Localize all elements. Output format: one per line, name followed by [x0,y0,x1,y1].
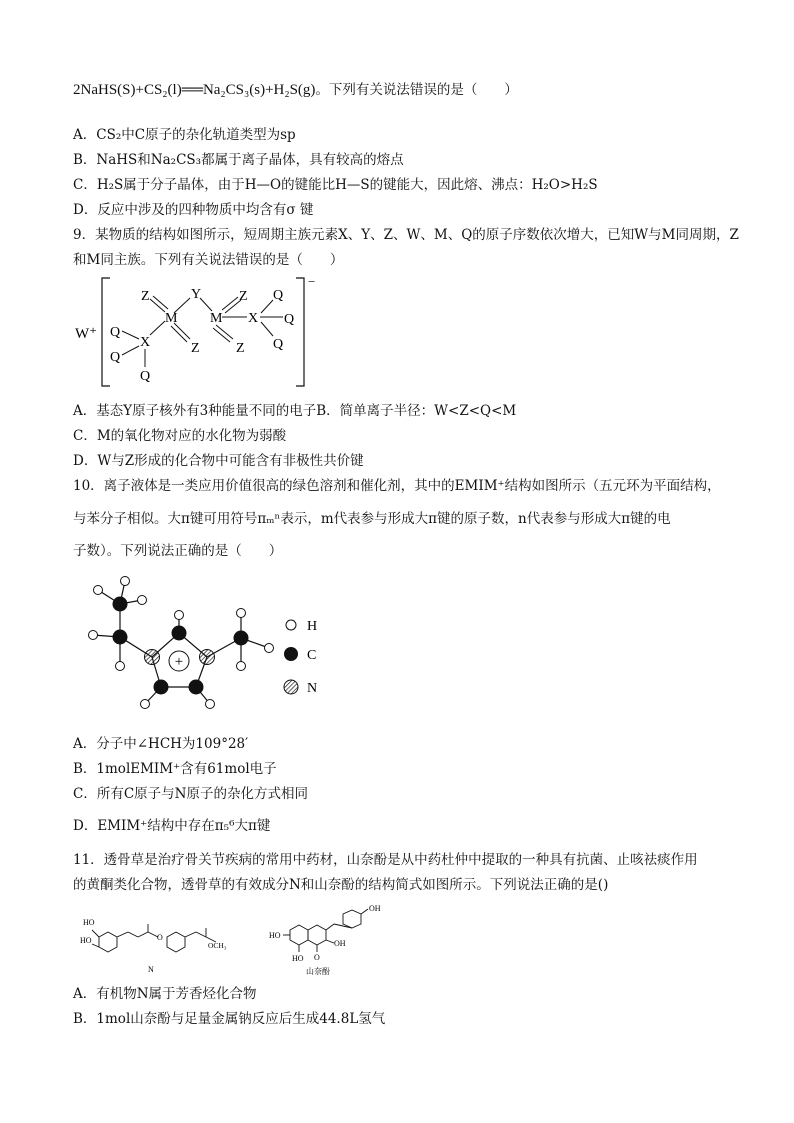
q9-bonds [122,296,283,367]
h-atom [141,700,150,709]
kaempferol-label: 山奈酚 [306,967,330,976]
c-atom [189,680,204,695]
q9-option-d: D．W与Z形成的化合物中可能含有非极性共价键 [73,453,364,469]
legend-c-icon [284,647,298,661]
h-atom [89,631,98,640]
k-oh-label-right: OH [334,939,346,948]
q8-stem-tail: 。下列有关说法错误的是（ ） [315,82,518,98]
q9-stem-line1: 9．某物质的结构如图所示，短周期主族元素X、Y、Z、W、M、Q的原子序数依次增大，已知W与M同周期，Z [73,227,739,243]
atom-x2: X [248,311,259,326]
atom-m1: M [165,311,178,326]
anion-charge: − [308,274,316,289]
k-ho-label-left: HO [269,931,281,940]
atom-z3: Z [191,341,200,356]
cation-label: W⁺ [75,326,98,342]
h-atom [237,662,246,671]
legend-n-label: N [307,681,318,696]
h-atom [265,644,274,653]
q10-stem-line1: 10．离子液体是一类应用价值很高的绿色溶剂和催化剂，其中的EMIM⁺结构如图所示（五元环为平面结构， [73,478,721,494]
atom-q1: Q [273,288,284,303]
h-atom [94,586,103,595]
molecule-n-label: N [148,965,154,974]
kaempferol-figure [268,902,408,982]
legend-h-label: H [307,619,318,634]
atom-q4: Q [273,337,284,352]
atom-q5: Q [110,350,121,365]
h-atom [121,577,130,586]
q8-option-b: B．NaHS和Na₂CS₃都属于离子晶体，具有较高的熔点 [73,152,404,168]
right-bracket [296,278,304,386]
q8-option-a: A．CS₂中C原子的杂化轨道类型为sp [73,127,296,143]
c-atom [113,630,128,645]
atom-z2: Z [239,289,248,304]
q11-option-b: B．1mol山奈酚与足量金属钠反应后生成44.8L氢气 [73,1011,386,1027]
q8-option-c: C．H₂S属于分子晶体，由于H—O的键能比H—S的键能大，因此熔、沸点：H₂O>H₂S [73,177,598,193]
c-atom [154,680,169,695]
k-oh-label-top: OH [369,904,381,913]
n-o-label: O [157,933,163,942]
n-atom [200,650,215,665]
n-ho-label-2: HO [80,936,92,945]
q9-option-c: C．M的氧化物对应的水化物为弱酸 [73,428,287,444]
q10-option-c: C．所有C原子与N原子的杂化方式相同 [73,786,308,802]
atom-q3: Q [110,325,121,340]
q9-structure-figure [70,272,330,394]
q10-option-b: B．1molEMIM⁺含有61mol电子 [73,761,277,777]
emim-legend [284,619,317,696]
q8-option-d: D．反应中涉及的四种物质中均含有σ 键 [73,202,314,218]
h-atom [175,611,184,620]
c-atom [113,597,128,612]
left-bracket [102,278,110,386]
q11-stem-line1: 11．透骨草是治疗骨关节疾病的常用中药材，山奈酚是从中药杜仲中提取的一种具有抗菌、止咳祛痰作用 [73,852,698,868]
ring-charge: + [174,654,184,670]
h-atom [206,700,215,709]
n-ome-label: OCH₃ [208,941,227,950]
q9-option-ab: A．基态Y原子核外有3种能量不同的电子B．简单离子半径：W<Z<Q<M [73,403,517,419]
q10-option-d: D．EMIM⁺结构中存在π₅⁶大π键 [73,818,271,834]
legend-c-label: C [307,648,317,663]
h-atom [237,609,246,618]
q8-equation: 2NaHS(S)+CS₂(l)══Na₂CS₃(s)+H₂S(g) [73,82,316,98]
n-atom [145,650,160,665]
q10-stem-line2: 与苯分子相似。大π键可用符号πₘⁿ表示，m代表参与形成大π键的原子数，n代表参与形成大π键的电 [73,511,671,527]
emim-atoms [89,577,274,709]
atom-z1: Z [141,289,150,304]
c-atom [234,631,249,646]
q9-stem-line2: 和M同主族。下列有关说法错误的是（ ） [73,252,344,268]
q8-stem [73,81,518,99]
atom-x1: X [140,335,151,350]
atom-q2: Q [284,312,295,327]
atom-m2: M [210,311,223,326]
q11-stem-line2: 的黄酮类化合物，透骨草的有效成分N和山奈酚的结构简式如图所示。下列说法正确的是() [73,877,609,893]
legend-n-icon [284,680,298,694]
molecule-n-figure [70,910,245,980]
c-atom [172,626,187,641]
h-atom [138,596,147,605]
atom-z4: Z [236,341,245,356]
n-ho-label-1: HO [83,918,95,927]
emim-structure-figure [75,570,335,720]
atom-q6: Q [140,369,151,384]
atom-y: Y [191,287,202,302]
q11-option-a: A．有机物N属于芳香烃化合物 [73,986,257,1002]
h-atom [116,662,125,671]
legend-h-icon [286,620,296,630]
k-o-label: O [314,953,320,962]
q10-option-a: A．分子中∠HCH为109°28′ [73,736,249,752]
k-ho-label-bottom: HO [292,954,304,963]
q10-stem-line3: 子数）。下列说法正确的是（ ） [73,543,283,559]
